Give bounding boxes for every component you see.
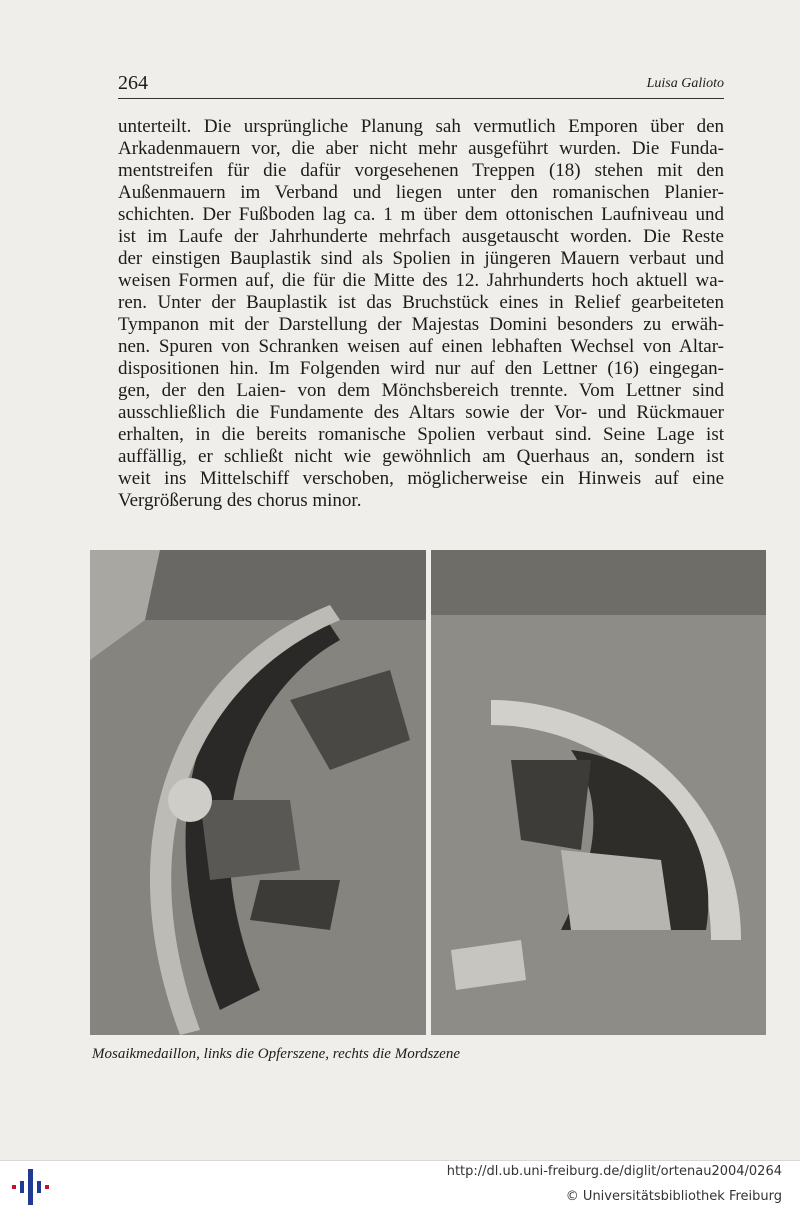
text-line: schichten. Der Fußboden lag ca. 1 m über dem ottonischen Laufniveau und bbox=[118, 204, 724, 225]
viewer-footer bbox=[0, 1160, 800, 1213]
text-line: der einstigen Bauplastik sind als Spolien in jüngeren Mauern verbaut und bbox=[118, 248, 724, 269]
page-number: 264 bbox=[118, 72, 148, 94]
text-line: dispositionen hin. Im Folgenden wird nur auf den Lettner (16) eingegan- bbox=[118, 358, 724, 379]
text-line: Tympanon mit der Darstellung der Majestas Domini besonders zu erwäh- bbox=[118, 314, 724, 335]
library-logo-icon bbox=[10, 1167, 54, 1207]
text-line: nen. Spuren von Schranken weisen auf einen lebhaften Wechsel von Altar- bbox=[118, 336, 724, 357]
mosaic-figure bbox=[90, 550, 766, 1035]
copyright-text: © Universitätsbibliothek Freiburg bbox=[565, 1189, 782, 1204]
text-line: mentstreifen für die dafür vorgesehenen Treppen (18) stehen mit den bbox=[118, 160, 724, 181]
text-line: ausschließlich die Fundamente des Altars sowie der Vor- und Rückmauer bbox=[118, 402, 724, 423]
text-line: erhalten, in die bereits romanische Spolien verbaut sind. Seine Lage ist bbox=[118, 424, 724, 445]
figure-caption: Mosaikmedaillon, links die Opferszene, rechts die Mordszene bbox=[92, 1046, 460, 1062]
text-line: ren. Unter der Bauplastik ist das Bruchstück eines in Relief gearbeiteten bbox=[118, 292, 724, 313]
text-line: Außenmauern im Verband und liegen unter den romanischen Planier- bbox=[118, 182, 724, 203]
page-header bbox=[118, 72, 724, 99]
body-text bbox=[118, 116, 724, 512]
text-line: ist im Laufe der Jahrhunderte mehrfach ausgetauscht worden. Die Reste bbox=[118, 226, 724, 247]
mosaic-photo-left bbox=[90, 550, 426, 1035]
text-line: gen, der den Laien- von dem Mönchsbereich trennte. Vom Lettner sind bbox=[118, 380, 724, 401]
running-head: Luisa Galioto bbox=[646, 76, 724, 91]
text-line: weit ins Mittelschiff verschoben, möglicherweise ein Hinweis auf eine bbox=[118, 468, 724, 489]
document-url-link[interactable]: http://dl.ub.uni-freiburg.de/diglit/ortenau2004/0264 bbox=[446, 1164, 782, 1179]
text-line: unterteilt. Die ursprüngliche Planung sah vermutlich Emporen über den bbox=[118, 116, 724, 137]
text-line: weisen Formen auf, die für die Mitte des 12. Jahrhunderts hoch aktuell wa- bbox=[118, 270, 724, 291]
mosaic-photo-right bbox=[431, 550, 766, 1035]
text-line: auffällig, er schließt nicht wie gewöhnlich am Querhaus an, sondern ist bbox=[118, 446, 724, 467]
text-line: Vergrößerung des chorus minor. bbox=[118, 490, 362, 511]
text-line: Arkadenmauern vor, die aber nicht mehr ausgeführt wurden. Die Funda- bbox=[118, 138, 724, 159]
